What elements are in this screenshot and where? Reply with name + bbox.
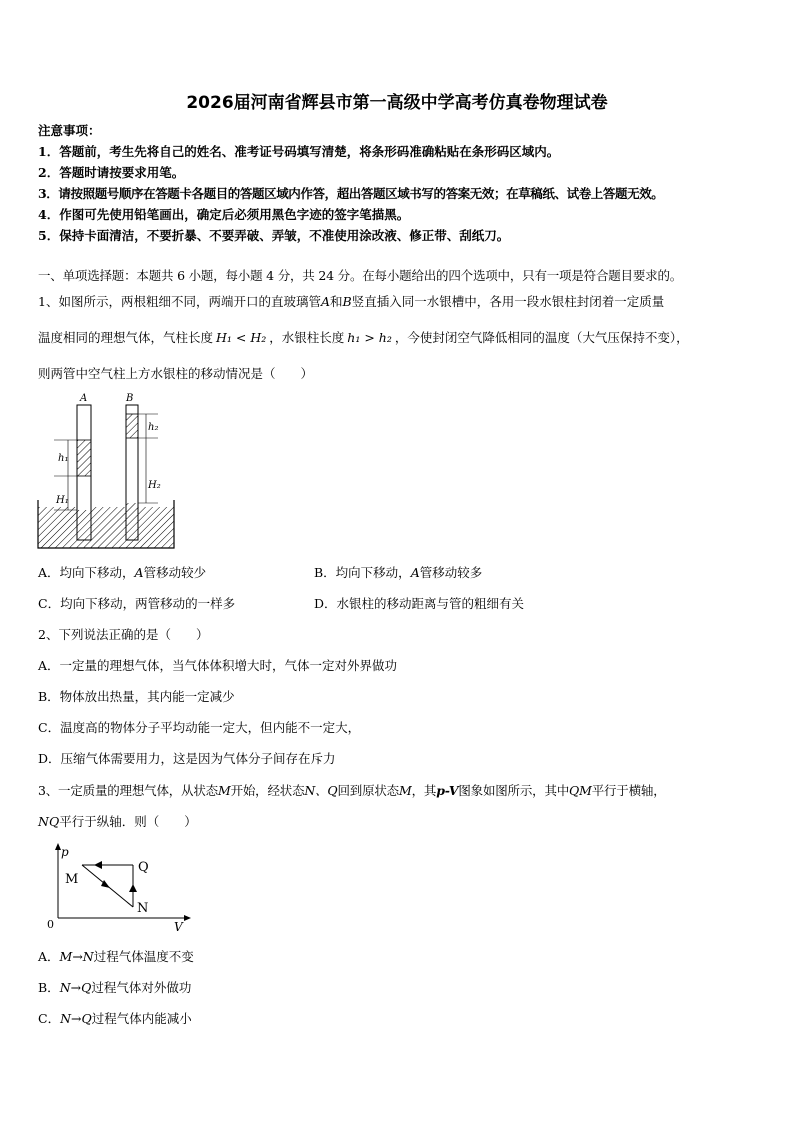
q1-inequality-h: H₁ < H₂ [216, 330, 267, 345]
tube-b-mercury-column [126, 414, 138, 438]
notice-item: 2．答题时请按要求用笔。 [38, 165, 185, 180]
label-b: B [126, 393, 134, 404]
arrow-q-m [94, 861, 102, 869]
notice-item: 3．请按照题号顺序在答题卡各题目的答题区域内作答，超出答题区域书写的答案无效；在草稿纸、试卷上答题无效。 [38, 186, 664, 201]
point-q-label: Q [138, 860, 149, 875]
label-big-h1: H₁ [56, 495, 69, 506]
question-1-line-3: 则两管中空气柱上方水银柱的移动情况是（ ） [38, 366, 314, 381]
q3-text: 图象如图所示，其中 [458, 783, 570, 798]
option-text: 管移动较多 [419, 565, 483, 580]
q3-option-a[interactable] [38, 947, 194, 965]
option-text: 过程气体对外做功 [91, 980, 192, 995]
q3-option-b[interactable] [38, 978, 191, 996]
tube-a-mercury-column [77, 440, 91, 476]
label-big-h2: H₂ [148, 480, 161, 491]
q3-var: p-V [436, 783, 459, 798]
axis-label-v: V [174, 920, 183, 932]
q3-pv-diagram [44, 842, 194, 932]
q3-var: QM [569, 783, 592, 798]
q1-inequality-small-h: h₁ > h₂ [347, 330, 392, 345]
q3-option-c[interactable] [38, 1009, 192, 1027]
question-2-stem: 2、下列说法正确的是（ ） [38, 627, 209, 642]
notice-item: 1．答题前，考生先将自己的姓名、准考证号码填写清楚，将条形码准确粘贴在条形码区域内。 [38, 144, 560, 159]
option-text: C． [38, 1011, 61, 1026]
q3-var: NQ [38, 814, 60, 829]
option-text: B． [38, 980, 60, 995]
q1-option-d[interactable]: D．水银柱的移动距离与管的粗细有关 [314, 596, 525, 611]
point-n-label: N [137, 901, 149, 916]
option-var: N→Q [59, 980, 92, 995]
option-var: N→Q [60, 1011, 92, 1026]
q1-var-a: A [320, 294, 330, 309]
q1-option-c[interactable]: C．均向下移动，两管移动的一样多 [38, 596, 236, 611]
q3-text: 回到原状态 [337, 783, 399, 798]
option-text: B．均向下移动， [314, 565, 411, 580]
label-a: A [80, 393, 88, 404]
option-text: A．均向下移动， [38, 565, 135, 580]
q1-text: 1、如图所示，两根粗细不同，两端开口的直玻璃管 [38, 294, 321, 309]
label-h2: h₂ [148, 422, 159, 433]
label-h1: h₁ [58, 453, 69, 464]
q3-text: ，其 [411, 783, 437, 798]
option-text: 过程气体温度不变 [93, 949, 194, 964]
q2-option-d[interactable]: D．压缩气体需要用力，这是因为气体分子间存在斥力 [38, 751, 336, 766]
question-1-line-2 [38, 328, 689, 346]
option-var: A [134, 565, 144, 580]
option-var: A [410, 565, 420, 580]
tube-a-lower-mercury [77, 510, 91, 540]
section-heading: 一、单项选择题：本题共 6 小题，每小题 4 分，共 24 分。在每小题给出的四个选项中，只有一项是符合题目要求的。 [38, 268, 683, 283]
q1-text: 竖直插入同一水银槽中，各用一段水银柱封闭着一定质量 [351, 294, 665, 309]
arrow-n-q [129, 884, 137, 892]
q3-text: 平行于纵轴．则（ ） [59, 814, 197, 829]
option-text: A． [38, 949, 60, 964]
q3-text: 开始，经状态 [230, 783, 305, 798]
notice-item: 4．作图可先使用铅笔画出，确定后必须用黑色字迹的签字笔描黑。 [38, 207, 410, 222]
question-1-line-1 [38, 292, 664, 310]
q1-var-b: B [342, 294, 352, 309]
q1-text: 温度相同的理想气体，气柱长度 [38, 330, 214, 345]
q1-text: 和 [330, 294, 343, 309]
origin-label: 0 [47, 918, 54, 931]
q1-tube-diagram [36, 390, 176, 550]
option-text: 过程气体内能减小 [91, 1011, 192, 1026]
q2-option-b[interactable]: B．物体放出热量，其内能一定减少 [38, 689, 235, 704]
q2-option-c[interactable]: C．温度高的物体分子平均动能一定大，但内能不一定大， [38, 720, 361, 735]
point-m-label: M [65, 872, 79, 887]
option-var: M→N [59, 949, 94, 964]
q3-var: N、Q [304, 783, 338, 798]
q3-var: M [399, 783, 412, 798]
question-3-line-1 [38, 781, 666, 799]
q3-text: 3、一定质量的理想气体，从状态 [38, 783, 218, 798]
q1-text: ，水银柱长度 [269, 330, 345, 345]
axis-label-p: p [61, 845, 69, 859]
q2-option-a[interactable]: A．一定量的理想气体，当气体体积增大时，气体一定对外界做功 [38, 658, 398, 673]
q3-var: M [217, 783, 231, 798]
notice-heading: 注意事项： [38, 123, 101, 138]
notice-item: 5．保持卡面清洁，不要折暴、不要弄破、弄皱，不准使用涂改液、修正带、刮纸刀。 [38, 228, 510, 243]
q1-option-b[interactable] [314, 563, 482, 581]
q3-text: 平行于横轴， [591, 783, 666, 798]
q1-option-a[interactable] [38, 563, 206, 581]
question-3-line-2 [38, 812, 197, 830]
trough-mercury [38, 507, 174, 548]
tube-b-lower-mercury [126, 503, 138, 540]
page-title: 2026届河南省辉县市第一高级中学高考仿真卷物理试卷 [186, 93, 608, 113]
option-text: 管移动较少 [143, 565, 207, 580]
q1-text: ，今使封闭空气降低相同的温度（大气压保持不变）， [394, 330, 689, 345]
